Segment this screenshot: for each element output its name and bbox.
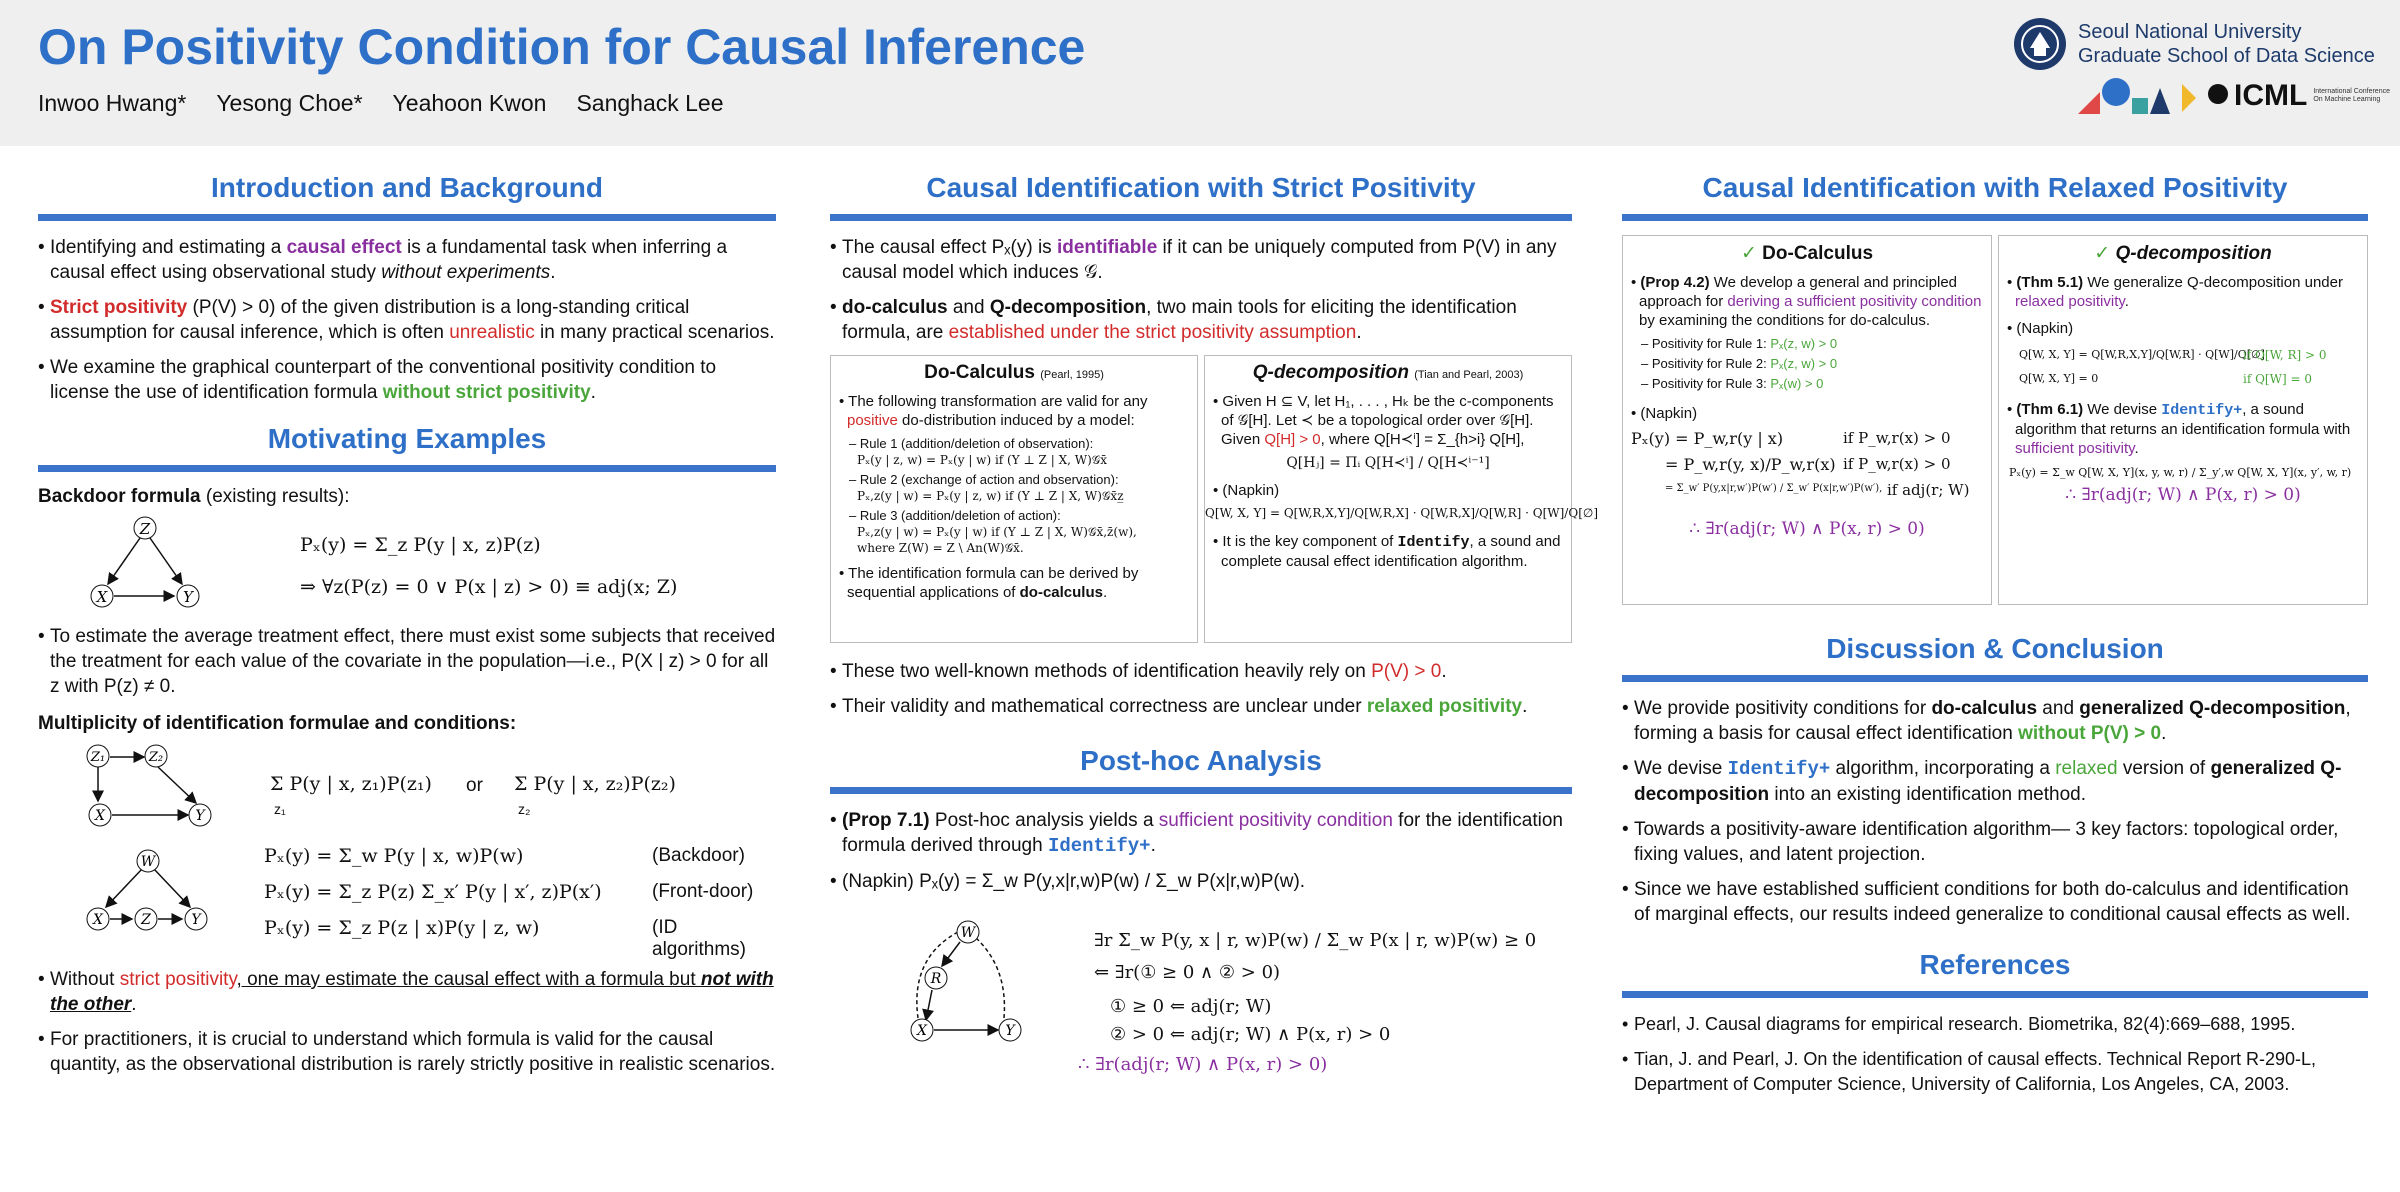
node-label: W: [140, 854, 156, 870]
box-title: ✓ Do-Calculus: [1740, 243, 1874, 264]
posthoc-example: [830, 904, 1572, 1074]
q-decomposition-box: [1204, 355, 1599, 643]
sum-subscript: z₂: [518, 801, 531, 817]
box-bullet: • The identification formula can be derived by sequential applications of do-calculus.: [839, 565, 1139, 601]
motiv-bullet: • For practitioners, it is crucial to understand which formula is valid for the causal quantity, as the observational distribution is rarely strictly positive in realistic scenarios.: [38, 1029, 776, 1075]
relaxed-q-decomposition-box: [1998, 235, 2368, 605]
graph-edge: [106, 869, 142, 907]
derivation-line: = P_w,r(y, x)/P_w,r(x): [1665, 455, 1836, 474]
or-label: or: [466, 775, 483, 796]
q-case-cond: if Q[W] = 0: [2243, 372, 2312, 386]
derivation-line: Pₓ(y) = P_w,r(y | x): [1631, 429, 1784, 448]
two-z-graph: [78, 743, 238, 833]
rule-item: – Rule 1 (addition/deletion of observation): Pₓ(y | z, w) = Pₓ(y | w) if (Y ⊥ Z | X, W)𝒢x̄: [849, 436, 1108, 467]
graph-edge: [154, 869, 190, 907]
wxzy-graph: [78, 849, 228, 939]
author: Yesong Choe*: [216, 90, 363, 116]
formula-label: (Backdoor): [652, 845, 745, 866]
node-label: Z: [139, 520, 151, 538]
strict-boxes: [830, 355, 1599, 645]
formula-z2: Σ P(y | x, z₂)P(z₂): [514, 773, 676, 795]
motiv-bullet: • To estimate the average treatment effect, there must exist some subjects that received the treatment for each value of the covariate in the population—i.e., P(X | z) > 0 for all z with P(z) ≠ 0.: [38, 626, 776, 697]
discussion-bullet: • Towards a positivity-aware identification algorithm— 3 key factors: topological order, fixing values, and latent projection.: [1622, 819, 2339, 865]
icml-subtitle: International Conference On Machine Learning: [2313, 88, 2390, 103]
node-label: X: [93, 912, 103, 928]
backdoor-condition: ⇒ ∀z(P(z) = 0 ∨ P(x | z) > 0) ≡ adj(x; Z): [300, 576, 678, 598]
formula-frontdoor: Pₓ(y) = Σ_z P(z) Σ_x′ P(y | x′, z)P(x′): [264, 881, 602, 903]
graph-edge: [108, 538, 140, 584]
identify-plus-eq: Pₓ(y) = Σ_w Q[W, X, Y](x, y, w, r) / Σ_y′,w Q[W, X, Y](x, y′, w, r): [2009, 466, 2352, 479]
box-bullet: • (Napkin): [1631, 405, 1698, 422]
reference-item: • Pearl, J. Causal diagrams for empirical research. Biometrika, 82(4):669–688, 1995.: [1622, 1014, 2296, 1034]
rule-item: – Rule 3 (addition/deletion of action): Pₓ,z(y | w) = Pₓ(y | w) if (Y ⊥ Z | X, W)𝒢x̄,z̄(w), where Z(W) = Z \ An(W)𝒢x̄.: [849, 508, 1137, 555]
node-label: X: [917, 1023, 927, 1039]
backdoor-graph: [78, 516, 218, 616]
author: Sanghack Lee: [576, 90, 724, 116]
section-title-relaxed: Causal Identification with Relaxed Positivity: [1622, 172, 2368, 221]
q-case-cond: if Q[W, R] > 0: [2243, 348, 2327, 362]
snu-logo: [2012, 16, 2375, 72]
icml-wordmark: ICML: [2234, 79, 2308, 112]
section-title-strict: Causal Identification with Strict Positivity: [830, 172, 1572, 221]
discussion-bullet: • We devise Identify+ algorithm, incorporating a relaxed version of generalized Q-decomposition into an existing identification method.: [1622, 758, 2342, 805]
intro-bullet: • Identifying and estimating a causal effect is a fundamental task when inferring a causal effect using observational study without experiments.: [38, 237, 728, 283]
graph-edge: [158, 767, 196, 803]
strict-bullet: • The causal effect Pₓ(y) is identifiable if it can be uniquely computed from P(V) in any causal model which induces 𝒢.: [830, 237, 1557, 283]
intro-bullet: • We examine the graphical counterpart of the conventional positivity condition to license the use of identification formula without strict positivity.: [38, 357, 717, 403]
node-label: Y: [195, 808, 205, 824]
posthoc-bullet: • (Prop 7.1) Post-hoc analysis yields a sufficient positivity condition for the identification formula derived through Identify+.: [830, 810, 1563, 857]
derivation-cond: if P_w,r(x) > 0: [1843, 455, 1951, 473]
rule-item: – Positivity for Rule 2: Pₓ(z, w) > 0: [1641, 356, 1838, 371]
column-middle: [830, 172, 1599, 1075]
rule-item: – Positivity for Rule 3: Pₓ(w) > 0: [1641, 376, 1824, 391]
graph-edge: [926, 990, 932, 1020]
node-label: Z₁: [90, 750, 106, 765]
intro-bullet: • Strict positivity (P(V) > 0) of the given distribution is a long-standing critical assumption for causal inference, which is often unrealistic in many practical scenarios.: [38, 297, 775, 343]
box-bullet: • (Napkin): [1213, 482, 1280, 499]
q-case-line: Q[W, X, Y] = 0: [2019, 372, 2099, 385]
napkin-q-eq: Q[W, X, Y] = Q[W,R,X,Y]/Q[W,R,X] · Q[W,R,X]/Q[W,R] · Q[W]/Q[∅]: [1205, 506, 1599, 520]
napkin-derivation: [1631, 429, 1983, 513]
relaxed-do-conclusion: ∴ ∃r(adj(r; W) ∧ P(x, r) > 0): [1689, 519, 1925, 539]
icml-logo: [2078, 74, 2393, 118]
discussion-bullet: • We provide positivity conditions for do-calculus and generalized Q-decomposition, forming a basis for causal effect identification without P(V) > 0.: [1622, 698, 2351, 744]
node-label: X: [96, 588, 108, 606]
node-label: Z: [141, 912, 151, 928]
derivation-line: = Σ_w′ P(y,x|r,w′)P(w′) / Σ_w′ P(x|r,w′)P(w′),: [1665, 483, 1883, 494]
rule-item: – Rule 2 (exchange of action and observation): Pₓ,z(y | w) = Pₓ(y | z, w) if (Y ⊥ Z | X, W)𝒢x̄z̲: [849, 472, 1124, 503]
author: Yeahoon Kwon: [392, 90, 547, 116]
snu-emblem-icon: [2012, 16, 2068, 72]
posthoc-eq: ① ≥ 0 ⇐ adj(r; W): [1110, 996, 1272, 1017]
discussion-bullet: • Since we have established sufficient conditions for both do-calculus and identification of marginal effects, our results indeed generalize to conditional causal effects as well.: [1622, 879, 2351, 925]
formula-id: Pₓ(y) = Σ_z P(z | x)P(y | z, w): [264, 917, 540, 939]
motiv-bullet: • Without strict positivity, one may estimate the causal effect with a formula but not with the other.: [38, 969, 774, 1015]
relaxed-q-cases: [2007, 344, 2359, 394]
strict-bullet: • do-calculus and Q-decomposition, two main tools for eliciting the identification formula, are established under the strict positivity assumption.: [830, 297, 1517, 343]
box-bullet: • (Prop 4.2) We develop a general and principled approach for deriving a sufficient positivity condition by examining the conditions for do-calculus.: [1631, 274, 1982, 329]
box-bullet: • Given H ⊆ V, let H₁, . . . , Hₖ be the c-components of 𝒢[H]. Let ≺ be a topological order over 𝒢[H]. Given Q[H] > 0, where Q[H≺ⁱ] = Σ_{h>i} Q[H],: [1213, 393, 1554, 448]
derivation-cond: if adj(r; W): [1887, 481, 1970, 499]
section-title-intro: Introduction and Background: [38, 172, 776, 221]
column-left: [38, 172, 776, 1087]
q-case-line: Q[W, X, Y] = Q[W,R,X,Y]/Q[W,R] · Q[W]/Q[∅]: [2019, 348, 2265, 361]
graph-edge: [150, 538, 182, 584]
backdoor-heading: Backdoor formula (existing results):: [38, 486, 350, 507]
posthoc-eq: ⇐ ∃r(① ≥ 0 ∧ ② > 0): [1094, 962, 1281, 983]
box-bullet: • (Thm 6.1) We devise Identify+, a sound algorithm that returns an identification formula with sufficient positivity.: [2007, 401, 2351, 457]
graph-edge: [942, 942, 960, 966]
gsds-shapes-icon: [2078, 74, 2228, 118]
column-right: [1622, 172, 2368, 1107]
section-title-discussion: Discussion & Conclusion: [1622, 633, 2368, 682]
reference-item: • Tian, J. and Pearl, J. On the identification of causal effects. Technical Report R-290-L, Department of Computer Science, University of California, Los Angeles, CA, 2003.: [1622, 1049, 2317, 1094]
posthoc-bullet: • (Napkin) Pₓ(y) = Σ_w P(y,x|r,w)P(w) / Σ_w P(x|r,w)P(w).: [830, 871, 1306, 892]
poster-title: On Positivity Condition for Causal Inference: [38, 19, 1086, 75]
posthoc-eq: ∃r Σ_w P(y, x | r, w)P(w) / Σ_w P(x | r, w)P(w) ≥ 0: [1094, 930, 1537, 951]
node-label: R: [930, 971, 942, 987]
relaxed-do-calculus-box: [1622, 235, 1992, 605]
section-title-motivating: Motivating Examples: [38, 423, 776, 472]
box-bullet: • (Thm 5.1) We generalize Q-decomposition under relaxed positivity.: [2007, 274, 2343, 310]
formula-backdoor: Pₓ(y) = Σ_w P(y | x, w)P(w): [264, 845, 524, 867]
posthoc-eq: ② > 0 ⇐ adj(r; W) ∧ P(x, r) > 0: [1110, 1024, 1391, 1045]
box-title: ✓ Q-decomposition: [2094, 243, 2272, 264]
formula-label: (ID algorithms): [652, 917, 746, 960]
backdoor-example: [38, 516, 776, 616]
box-title: Q-decomposition (Tian and Pearl, 2003): [1252, 362, 1524, 383]
poster-header: [0, 0, 2400, 146]
rule-item: – Positivity for Rule 1: Pₓ(z, w) > 0: [1641, 336, 1838, 351]
affiliation-line: Graduate School of Data Science: [2078, 45, 2375, 67]
strict-bullet: • Their validity and mathematical correctness are unclear under relaxed positivity.: [830, 696, 1528, 717]
napkin-graph: [906, 918, 1026, 1048]
section-title-references: References: [1622, 949, 2368, 998]
multiplicity-example-2: [38, 845, 776, 960]
formula-z1: Σ P(y | x, z₁)P(z₁): [270, 773, 432, 795]
strict-bullet: • These two well-known methods of identification heavily rely on P(V) > 0.: [830, 661, 1447, 682]
author: Inwoo Hwang*: [38, 90, 187, 116]
bidirected-edge: [976, 938, 1004, 1018]
box-bullet: • It is the key component of Identify, a sound and complete causal effect identification algorithm.: [1213, 533, 1561, 570]
node-label: Y: [1005, 1023, 1015, 1039]
node-label: Z₂: [148, 750, 164, 765]
affiliation-line: Seoul National University: [2078, 21, 2302, 43]
posthoc-conclusion: ∴ ∃r(adj(r; W) ∧ P(x, r) > 0): [1078, 1054, 1328, 1075]
relaxed-boxes: [1622, 235, 2368, 607]
node-label: W: [960, 925, 976, 941]
do-calculus-box: [830, 355, 1198, 643]
section-title-posthoc: Post-hoc Analysis: [830, 745, 1572, 794]
derivation-cond: if P_w,r(x) > 0: [1843, 429, 1951, 447]
box-bullet: • (Napkin): [2007, 320, 2074, 337]
q-product-eq: Q[Hⱼ] = Πᵢ Q[H≺ⁱ] / Q[H≺ⁱ⁻¹]: [1286, 455, 1490, 471]
node-label: X: [95, 808, 105, 824]
sum-subscript: z₁: [274, 801, 286, 817]
multiplicity-heading: Multiplicity of identification formulae and conditions:: [38, 713, 517, 734]
box-bullet: • The following transformation are valid for any positive do-distribution induced by a model:: [839, 393, 1148, 429]
author-list: [38, 90, 724, 117]
box-title: Do-Calculus (Pearl, 1995): [924, 362, 1104, 383]
node-label: Y: [183, 588, 193, 606]
multiplicity-example-1: [38, 743, 776, 835]
node-label: Y: [191, 912, 201, 928]
relaxed-q-conclusion: ∴ ∃r(adj(r; W) ∧ P(x, r) > 0): [2065, 485, 2301, 505]
backdoor-equation: Pₓ(y) = Σ_z P(y | x, z)P(z): [300, 534, 541, 556]
formula-label: (Front-door): [652, 881, 754, 902]
